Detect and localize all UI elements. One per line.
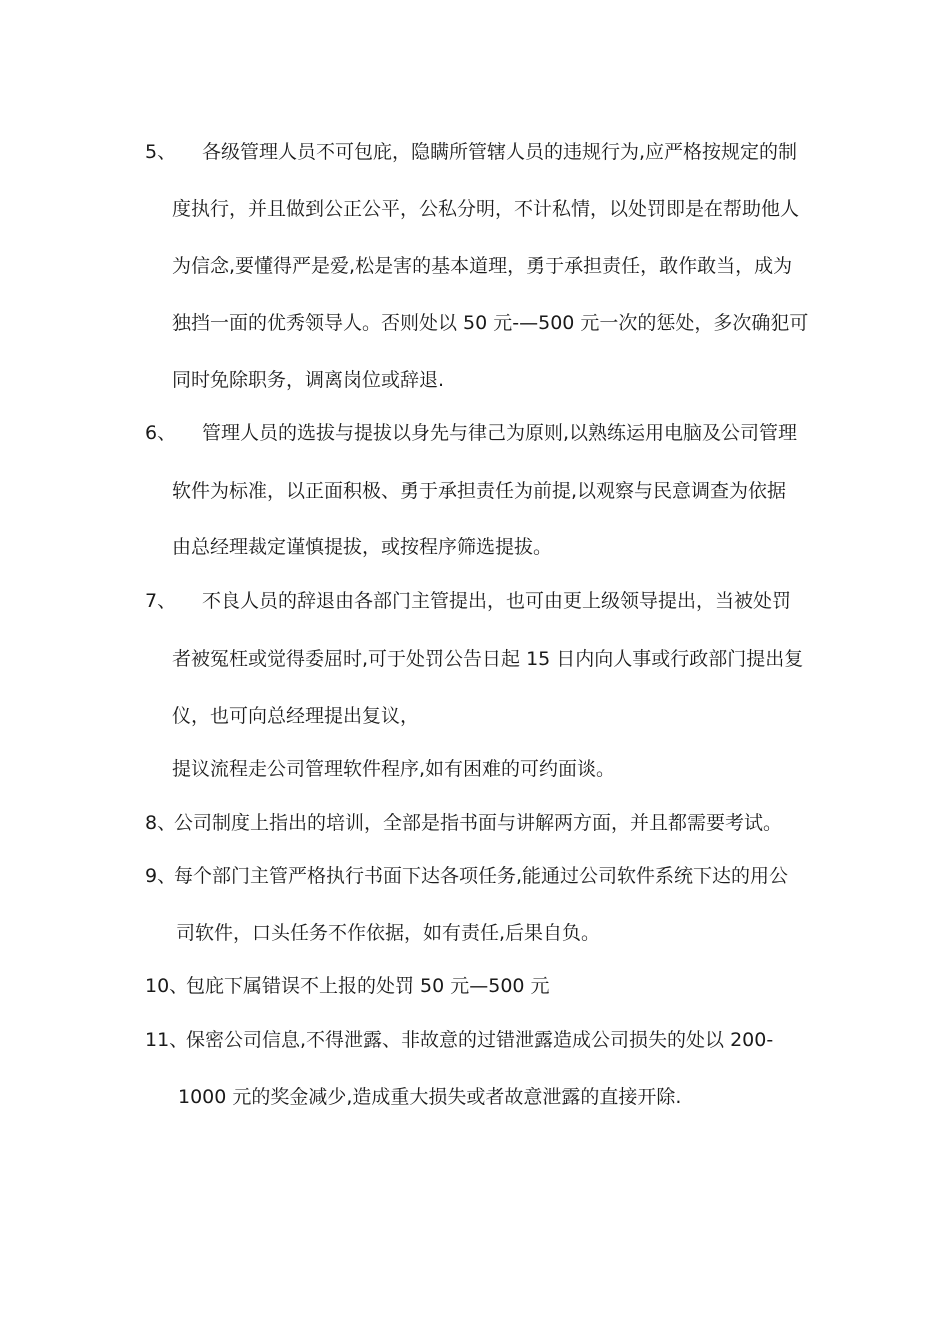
item-text-line: 者被冤枉或觉得委屈时,可于处罚公告日起 15 日内向人事或行政部门提出复 <box>172 648 804 670</box>
item-number: 9、 <box>145 865 177 887</box>
item-text-line: 保密公司信息,不得泄露、非故意的过错泄露造成公司损失的处以 200- <box>186 1029 774 1051</box>
item-text-line: 每个部门主管严格执行书面下达各项任务,能通过公司软件系统下达的用公 <box>174 865 789 887</box>
item-number: 7、 <box>145 590 177 612</box>
item-text-line: 包庇下属错误不上报的处罚 50 元—500 元 <box>186 975 550 997</box>
item-number: 11、 <box>145 1029 189 1051</box>
item-text-line: 度执行，并且做到公正公平，公私分明，不计私情，以处罚即是在帮助他人 <box>172 198 800 220</box>
item-number: 5、 <box>145 141 177 163</box>
item-text-line: 管理人员的选拔与提拔以身先与律己为原则,以熟练运用电脑及公司管理 <box>202 422 798 444</box>
item-number: 10、 <box>145 975 189 997</box>
item-number: 8、 <box>145 812 177 834</box>
item-text-line: 同时免除职务，调离岗位或辞退. <box>172 369 445 391</box>
item-text-line: 不良人员的辞退由各部门主管提出，也可由更上级领导提出，当被处罚 <box>202 590 792 612</box>
item-text-line: 软件为标准，以正面积极、勇于承担责任为前提,以观察与民意调查为依据 <box>172 480 787 502</box>
item-text-line: 各级管理人员不可包庇，隐瞒所管辖人员的违规行为,应严格按规定的制 <box>202 141 798 163</box>
item-text-line: 独挡一面的优秀领导人。否则处以 50 元-—500 元一次的惩处，多次确犯可 <box>172 312 809 334</box>
item-number: 6、 <box>145 422 177 444</box>
item-text-line: 1000 元的奖金减少,造成重大损失或者故意泄露的直接开除. <box>178 1086 682 1108</box>
item-text-line: 为信念,要懂得严是爱,松是害的基本道理，勇于承担责任，敢作敢当，成为 <box>172 255 793 277</box>
item-text-line: 提议流程走公司管理软件程序,如有困难的可约面谈。 <box>172 758 616 780</box>
item-text-line: 公司制度上指出的培训，全部是指书面与讲解两方面，并且都需要考试。 <box>174 812 783 834</box>
item-text-line: 司软件，口头任务不作依据，如有责任,后果自负。 <box>176 922 601 944</box>
item-text-line: 仪，也可向总经理提出复议， <box>172 705 420 727</box>
item-text-line: 由总经理裁定谨慎提拔，或按程序筛选提拔。 <box>172 536 553 558</box>
